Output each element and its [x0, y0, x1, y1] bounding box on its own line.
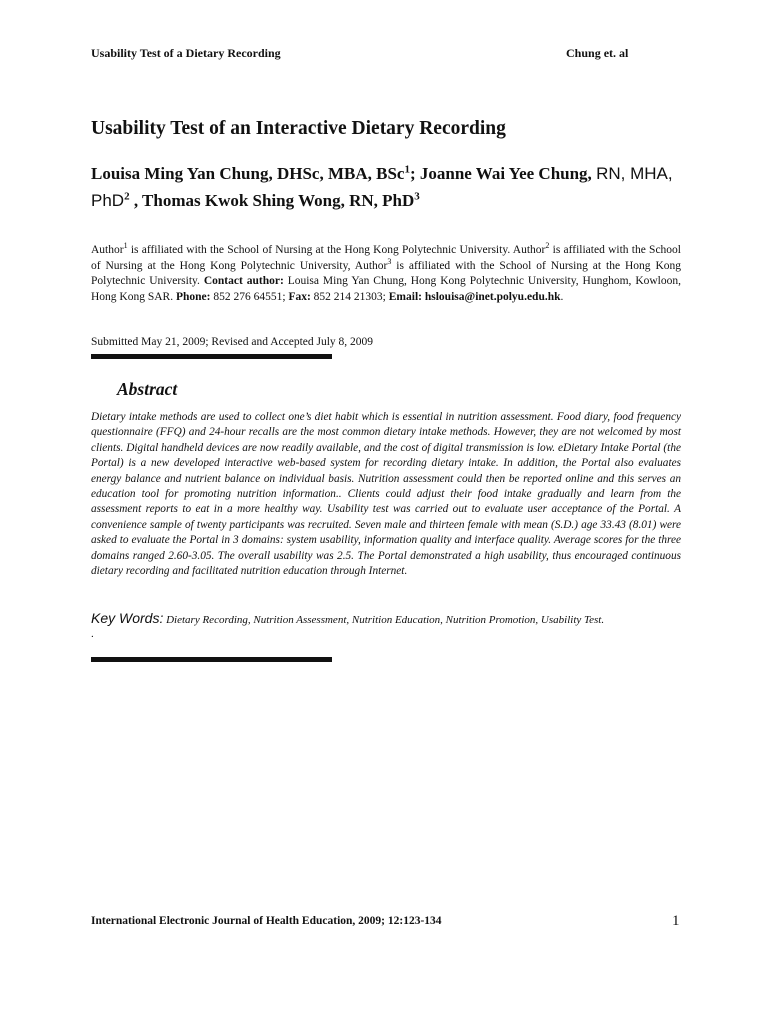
divider-rule-top	[91, 354, 332, 359]
author-3-superscript: 3	[414, 190, 420, 203]
email-label: Email:	[388, 290, 422, 303]
author-2-superscript: 2	[124, 190, 130, 203]
submission-dates: Submitted May 21, 2009; Revised and Accepted July 8, 2009	[91, 336, 374, 348]
author-2-credentials: RN, MHA, PhD	[91, 164, 673, 210]
contact-label: Contact author:	[203, 275, 284, 288]
fax-label: Fax:	[288, 290, 311, 303]
author-2-name: ; Joanne Wai Yee Chung,	[409, 164, 597, 183]
affiliation-superscript: 3	[387, 256, 392, 266]
author-list	[91, 160, 691, 214]
keywords-label: Key Words:	[91, 610, 164, 626]
phone-value: 852 276 64551;	[210, 290, 289, 303]
abstract-heading: Abstract	[117, 379, 178, 399]
author-3-name: , Thomas Kwok Shing Wong, RN, PhD	[129, 191, 415, 210]
author-1-superscript: 1	[404, 163, 410, 176]
stray-mark: .	[91, 628, 94, 640]
fax-value: 852 214 21303;	[310, 290, 389, 303]
paper-title: Usability Test of an Interactive Dietary Recording	[91, 118, 506, 139]
author-1-name: Louisa Ming Yan Chung, DHSc, MBA, BSc	[91, 164, 405, 183]
affiliation-text: is affiliated with the School of Nursing at the Hong Kong Polytechnic University.	[91, 259, 681, 288]
affiliation-end: .	[560, 290, 564, 303]
running-header-author: Chung et. al	[566, 46, 629, 60]
affiliation-superscript: 2	[545, 241, 550, 251]
page-number: 1	[672, 913, 680, 929]
keywords-text: Dietary Recording, Nutrition Assessment, Nutrition Education, Nutrition Promotion, Usability Test.	[163, 614, 605, 626]
contact-text: Louisa Ming Yan Chung, Hong Kong Polytechnic University, Hunghom, Kowloon, Hong Kong SAR.	[91, 275, 681, 303]
affiliation-text: Author	[91, 244, 124, 256]
affiliation-text: is affiliated with the School of Nursing at the Hong Kong Polytechnic University, Author	[91, 244, 681, 272]
email-link[interactable]: hslouisa@inet.polyu.edu.hk	[424, 290, 561, 303]
abstract-body: Dietary intake methods are used to collect one’s diet habit which is essential in nutrition assessment. Food diary, food frequency questionnaire (FFQ) and 24-hour recalls are the most common dietary intake methods. However, they are not welcomed by most clients. Digital handheld devices are now readily available, and the cost of digital transmission is low. eDietary Intake Portal (the Portal) is a new developed interactive web-based system for recording dietary intake. In addition, the Portal also evaluates energy balance and nutrient balance on individual basis. Nutrition assessment could then be reported online and this serves an education tool for promoting nutrition information.. Clients could adjust their food intake gradually and learn from the assessment reports to eat in a more healthy way. Usability test was carried out to evaluate user acceptance of the Portal. A convenience sample of twenty participants was recruited. Seven male and thirteen female with mean (S.D.) age 33.43 (8.01) were asked to evaluate the Portal in 3 domains: system usability, information quality and interface quality. Average scores for the three domains ranged 2.60-3.05. The overall usability was 2.5. The Portal demonstrated a high usability, thus encouraged continuous dietary recording and facilitated nutrition education through Internet.	[91, 411, 681, 578]
affiliation-superscript: 1	[123, 241, 128, 251]
keywords-line	[91, 610, 691, 626]
divider-rule-bottom	[91, 657, 332, 662]
affiliation-text: is affiliated with the School of Nursing at the Hong Kong Polytechnic University. Author	[127, 244, 546, 256]
phone-label: Phone:	[175, 290, 211, 303]
journal-footer: International Electronic Journal of Health Education, 2009; 12:123-134	[91, 915, 442, 927]
affiliation-paragraph	[91, 243, 681, 305]
running-header-title: Usability Test of a Dietary Recording	[91, 46, 281, 60]
